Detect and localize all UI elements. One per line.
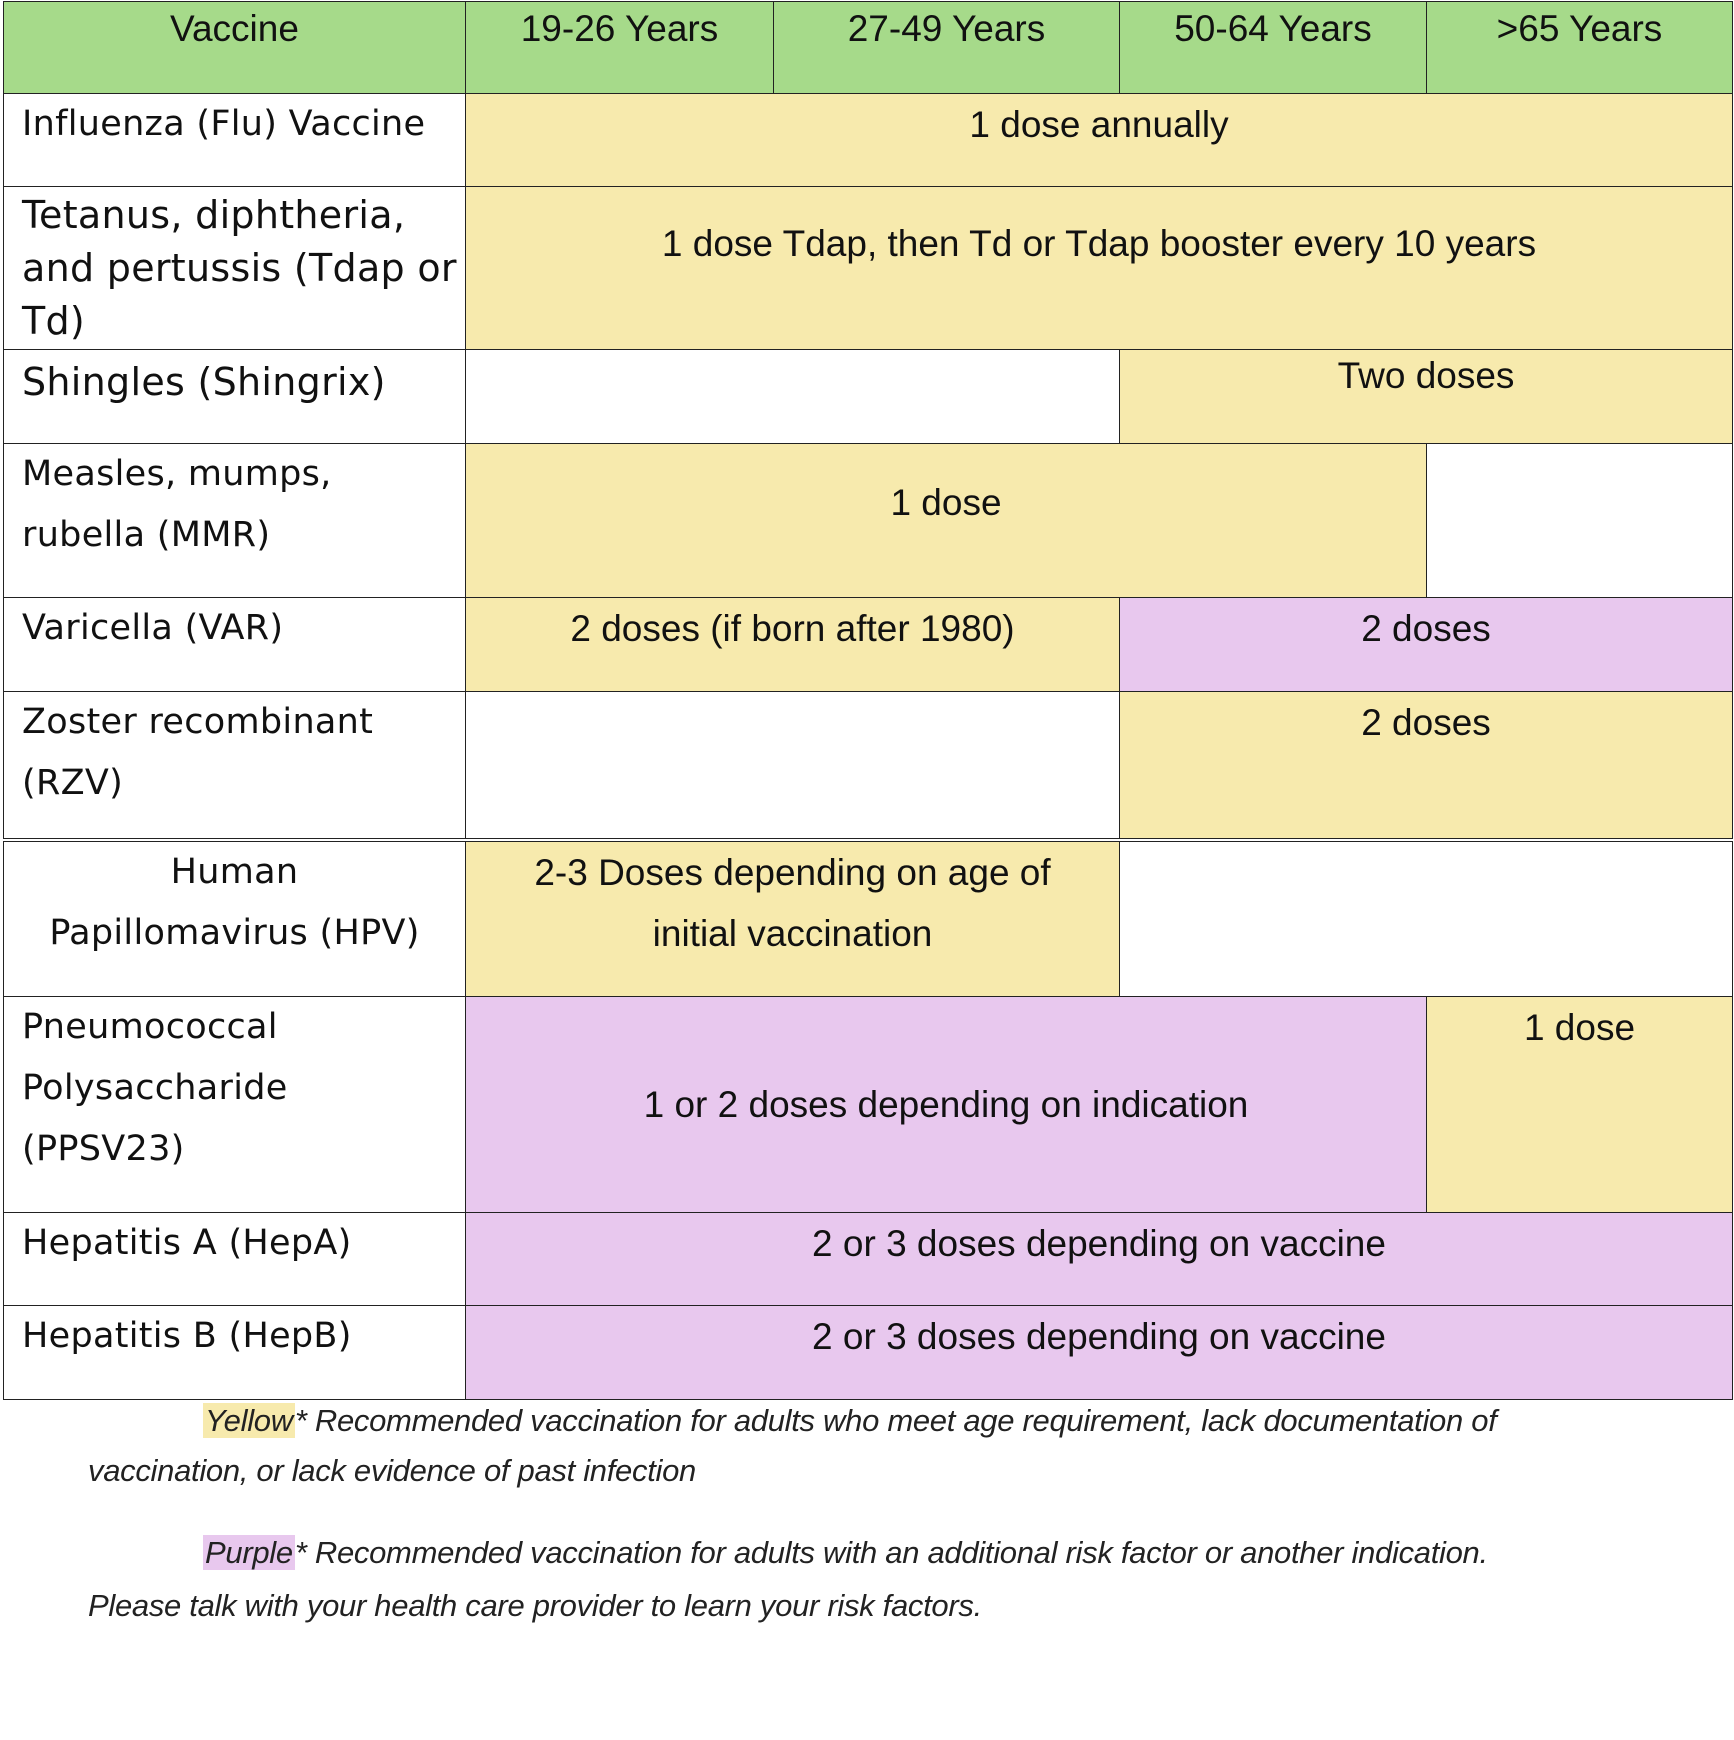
mmr-empty bbox=[1426, 443, 1733, 598]
hpv-schedule: 2-3 Doses depending on age of initial vaccination bbox=[465, 841, 1120, 997]
tdap-schedule: 1 dose Tdap, then Td or Tdap booster every 10 years bbox=[465, 186, 1733, 350]
vaccine-name-influenza: Influenza (Flu) Vaccine bbox=[3, 93, 466, 187]
influenza-schedule: 1 dose annually bbox=[465, 93, 1733, 187]
legend-purple-text: * Recommended vaccination for adults with an additional risk factor or another indication. bbox=[294, 1535, 1488, 1570]
header-50-64: 50-64 Years bbox=[1119, 1, 1427, 94]
header-over-65: >65 Years bbox=[1426, 1, 1733, 94]
header-27-49: 27-49 Years bbox=[773, 1, 1120, 94]
vaccine-name-pneumococcal: Pneumococcal Polysaccharide (PPSV23) bbox=[3, 996, 466, 1213]
vaccine-name-shingles: Shingles (Shingrix) bbox=[3, 349, 466, 444]
legend-purple-line1 bbox=[203, 1535, 1488, 1571]
legend-yellow-text: * Recommended vaccination for adults who meet age requirement, lack documentation of bbox=[294, 1403, 1497, 1438]
shingles-empty bbox=[465, 349, 1120, 444]
mmr-schedule: 1 dose bbox=[465, 443, 1427, 598]
legend-yellow-swatch: Yellow bbox=[205, 1403, 293, 1438]
varicella-schedule-yellow: 2 doses (if born after 1980) bbox=[465, 597, 1120, 692]
zoster-schedule: 2 doses bbox=[1119, 691, 1733, 839]
pneumococcal-schedule-purple: 1 or 2 doses depending on indication bbox=[465, 996, 1427, 1213]
shingles-schedule: Two doses bbox=[1119, 349, 1733, 444]
varicella-schedule-purple: 2 doses bbox=[1119, 597, 1733, 692]
vaccine-name-hepa: Hepatitis A (HepA) bbox=[3, 1212, 466, 1306]
legend-yellow-line2: vaccination, or lack evidence of past infection bbox=[88, 1453, 696, 1488]
hpv-empty bbox=[1119, 841, 1733, 997]
hepb-schedule: 2 or 3 doses depending on vaccine bbox=[465, 1305, 1733, 1400]
legend-purple-swatch: Purple bbox=[205, 1535, 293, 1570]
pneumococcal-schedule-yellow: 1 dose bbox=[1426, 996, 1733, 1213]
header-vaccine: Vaccine bbox=[3, 1, 466, 94]
header-19-26: 19-26 Years bbox=[465, 1, 774, 94]
vaccine-name-varicella: Varicella (VAR) bbox=[3, 597, 466, 692]
legend-purple-line2: Please talk with your health care provider to learn your risk factors. bbox=[88, 1588, 982, 1623]
hepa-schedule: 2 or 3 doses depending on vaccine bbox=[465, 1212, 1733, 1306]
legend-yellow-line1 bbox=[203, 1403, 1497, 1439]
zoster-empty bbox=[465, 691, 1120, 839]
vaccine-name-hepb: Hepatitis B (HepB) bbox=[3, 1305, 466, 1400]
vaccine-name-hpv: Human Papillomavirus (HPV) bbox=[3, 841, 466, 997]
vaccine-name-tdap: Tetanus, diphtheria, and pertussis (Tdap or Td) bbox=[3, 186, 466, 350]
vaccine-name-zoster: Zoster recombinant (RZV) bbox=[3, 691, 466, 839]
vaccine-name-mmr: Measles, mumps, rubella (MMR) bbox=[3, 443, 466, 598]
